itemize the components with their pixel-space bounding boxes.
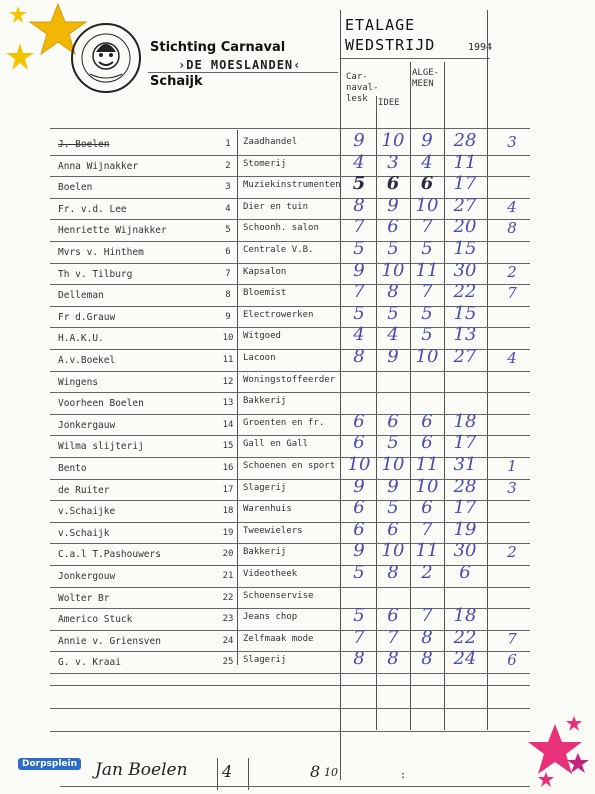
participant-name: v.Schaijke bbox=[58, 506, 116, 518]
divider bbox=[50, 685, 530, 686]
score-total: 18 bbox=[453, 605, 477, 627]
score-idee: 6 bbox=[387, 605, 399, 627]
table-row bbox=[0, 540, 595, 565]
page-title: ETALAGE bbox=[345, 16, 416, 34]
footer-name: Jan Boelen bbox=[95, 760, 188, 780]
participant-name: Boelen bbox=[58, 182, 93, 194]
year: 1994 bbox=[468, 42, 493, 53]
score-total: 17 bbox=[453, 173, 477, 195]
table-row bbox=[0, 587, 595, 609]
column-header-carnaval: Car- naval- lesk bbox=[346, 72, 379, 104]
score-total: 27 bbox=[453, 346, 477, 367]
score-total: 6 bbox=[459, 562, 471, 583]
score-idee: 10 bbox=[381, 130, 405, 151]
participant-name: Anna Wijnakker bbox=[58, 160, 139, 172]
rank: 3 bbox=[507, 133, 517, 151]
footer-score2: 10 bbox=[324, 766, 338, 779]
shop-category: Stomerij bbox=[243, 158, 287, 169]
rank: 7 bbox=[507, 629, 517, 648]
score-carnaval: 5 bbox=[353, 238, 365, 259]
row-number: 7 bbox=[225, 268, 231, 279]
shop-category: Warenhuis bbox=[243, 504, 292, 515]
score-carnaval: 8 bbox=[353, 648, 365, 670]
org-location: Schaijk bbox=[150, 74, 203, 89]
table-row bbox=[0, 497, 595, 522]
score-carnaval: 6 bbox=[353, 497, 365, 519]
score-total: 31 bbox=[453, 454, 477, 475]
score-carnaval: 9 bbox=[353, 130, 365, 151]
table-row bbox=[0, 432, 595, 457]
divider bbox=[148, 72, 338, 73]
row-number: 1 bbox=[225, 139, 231, 149]
row-number: 2 bbox=[225, 160, 231, 171]
score-idee: 8 bbox=[387, 281, 399, 303]
score-total: 17 bbox=[453, 497, 477, 519]
row-number: 24 bbox=[222, 635, 234, 646]
rank: 3 bbox=[507, 478, 517, 497]
shop-category: Jeans chop bbox=[243, 612, 298, 623]
score-total: 28 bbox=[453, 130, 477, 151]
table-row bbox=[0, 605, 595, 630]
shop-category: Groenten en fr. bbox=[243, 417, 325, 428]
table-row bbox=[0, 194, 595, 220]
row-number: 8 bbox=[225, 290, 231, 301]
row-number: 14 bbox=[222, 419, 234, 430]
row-number: 12 bbox=[222, 376, 234, 387]
table-row bbox=[0, 281, 595, 306]
score-idee: 8 bbox=[387, 648, 399, 670]
score-carnaval: 8 bbox=[353, 346, 365, 367]
score-algemeen: 7 bbox=[421, 281, 433, 303]
score-idee: 10 bbox=[381, 454, 405, 475]
row-number: 13 bbox=[222, 398, 234, 409]
score-carnaval: 5 bbox=[353, 605, 365, 627]
score-algemeen: 7 bbox=[421, 518, 433, 540]
row-number: 3 bbox=[225, 182, 231, 193]
score-carnaval: 8 bbox=[353, 194, 365, 216]
shop-category: Woningstoffeerder bbox=[243, 374, 336, 385]
rank: 2 bbox=[507, 543, 517, 562]
divider bbox=[50, 128, 530, 129]
participant-name: Mvrs v. Hinthem bbox=[58, 247, 144, 258]
participant-name: Jonkergouw bbox=[58, 571, 116, 582]
table-row bbox=[0, 626, 595, 652]
score-total: 24 bbox=[453, 648, 477, 670]
participant-name: Bento bbox=[58, 463, 87, 474]
score-algemeen: 7 bbox=[421, 216, 433, 238]
star-icon bbox=[566, 752, 590, 774]
rank: 8 bbox=[507, 219, 517, 238]
shop-category: Bakkerij bbox=[243, 396, 287, 407]
participant-name: Annie v. Griensven bbox=[58, 635, 161, 647]
score-idee: 5 bbox=[387, 302, 399, 324]
participant-name: v.Schaijk bbox=[58, 527, 110, 539]
participant-name: A.v.Boekel bbox=[58, 355, 116, 366]
column-header-idee: IDEE bbox=[378, 98, 400, 108]
table-row bbox=[0, 475, 595, 501]
shop-category: Centrale V.B. bbox=[243, 245, 314, 255]
row-number: 9 bbox=[225, 311, 231, 322]
score-idee: 8 bbox=[387, 562, 399, 583]
score-carnaval: 7 bbox=[353, 626, 365, 648]
participant-name: Wolter Br bbox=[58, 592, 110, 604]
table-row bbox=[0, 259, 595, 285]
star-icon bbox=[4, 42, 36, 72]
participant-name: de Ruiter bbox=[58, 484, 110, 496]
row-number: 10 bbox=[222, 333, 234, 344]
score-idee: 3 bbox=[387, 151, 399, 173]
score-idee: 9 bbox=[387, 194, 399, 216]
star-icon bbox=[566, 716, 582, 731]
score-total: 30 bbox=[453, 259, 477, 281]
table-row bbox=[0, 216, 595, 241]
watermark-logo: Dorpsplein bbox=[18, 758, 81, 770]
score-algemeen: 5 bbox=[421, 324, 433, 346]
table-row bbox=[0, 371, 595, 393]
score-idee: 5 bbox=[387, 432, 399, 454]
score-idee: 5 bbox=[387, 497, 399, 519]
score-carnaval: 6 bbox=[353, 518, 365, 540]
row-number: 19 bbox=[222, 527, 234, 538]
row-number: 4 bbox=[225, 203, 231, 214]
score-total: 19 bbox=[453, 518, 477, 540]
column-header-algemeen: ALGE- MEEN bbox=[412, 68, 440, 89]
row-number: 17 bbox=[222, 484, 234, 495]
shop-category: Schoenservise bbox=[243, 590, 314, 601]
score-carnaval: 5 bbox=[352, 173, 366, 195]
table-row bbox=[0, 562, 595, 587]
score-algemeen: 8 bbox=[421, 648, 433, 670]
shop-category: Tweewielers bbox=[243, 525, 303, 536]
score-algemeen: 2 bbox=[421, 562, 433, 583]
table-row bbox=[0, 130, 595, 155]
shop-category: Lacoon bbox=[243, 353, 276, 363]
score-total: 18 bbox=[453, 410, 477, 432]
participant-name: Americo Stuck bbox=[58, 614, 133, 626]
table-row bbox=[0, 151, 595, 177]
table-row bbox=[0, 518, 595, 544]
org-subname: ›DE MOESLANDEN‹ bbox=[178, 58, 302, 72]
score-idee: 5 bbox=[387, 238, 399, 259]
rank: 7 bbox=[507, 284, 517, 303]
shop-category: Schoenen en sport bbox=[243, 461, 336, 471]
row-divider bbox=[50, 673, 530, 674]
footer-dot: : bbox=[400, 770, 407, 781]
page-subtitle: WEDSTRIJD bbox=[345, 36, 436, 54]
shop-category: Zelfmaak mode bbox=[243, 633, 314, 644]
footer-num: 4 bbox=[222, 762, 233, 781]
score-algemeen: 5 bbox=[421, 238, 433, 259]
table-row bbox=[0, 302, 595, 328]
participant-name: Voorheen Boelen bbox=[58, 398, 144, 410]
score-algemeen: 11 bbox=[415, 259, 439, 281]
shop-category: Dier en tuin bbox=[243, 201, 309, 212]
participant-name: Henriette Wijnakker bbox=[58, 225, 167, 237]
score-total: 13 bbox=[453, 324, 477, 346]
score-idee: 7 bbox=[387, 626, 399, 648]
divider bbox=[50, 708, 530, 709]
shop-category: Electrowerken bbox=[243, 309, 314, 320]
score-algemeen: 6 bbox=[420, 173, 434, 195]
divider bbox=[60, 786, 530, 787]
score-carnaval: 9 bbox=[353, 475, 365, 497]
score-carnaval: 10 bbox=[347, 454, 371, 475]
row-number: 20 bbox=[222, 549, 234, 560]
row-number: 16 bbox=[222, 463, 234, 473]
score-total: 27 bbox=[453, 194, 477, 216]
row-number: 18 bbox=[222, 506, 234, 517]
footer-score: 8 bbox=[310, 762, 321, 781]
score-carnaval: 7 bbox=[353, 216, 365, 238]
row-number: 5 bbox=[225, 225, 231, 236]
table-row bbox=[0, 238, 595, 263]
score-carnaval: 9 bbox=[353, 259, 365, 281]
score-carnaval: 5 bbox=[353, 562, 365, 583]
shop-category: Slagerij bbox=[243, 655, 287, 666]
score-algemeen: 10 bbox=[415, 346, 439, 367]
shop-category: Kapsalon bbox=[243, 266, 287, 277]
score-idee: 6 bbox=[387, 410, 399, 432]
score-carnaval: 4 bbox=[353, 324, 365, 346]
table-row bbox=[0, 392, 595, 414]
table-row bbox=[0, 346, 595, 371]
score-algemeen: 6 bbox=[421, 410, 433, 432]
row-number: 22 bbox=[222, 592, 234, 603]
participant-name: H.A.K.U. bbox=[58, 333, 104, 345]
carnaval-logo bbox=[70, 22, 142, 94]
row-number: 25 bbox=[222, 657, 234, 668]
score-idee: 4 bbox=[387, 324, 399, 346]
shop-category: Gall en Gall bbox=[243, 439, 309, 450]
score-idee: 6 bbox=[387, 518, 399, 540]
score-total: 28 bbox=[453, 475, 477, 497]
score-total: 11 bbox=[453, 151, 477, 173]
shop-category: Bloemist bbox=[243, 288, 287, 299]
participant-name: Fr d.Grauw bbox=[58, 311, 116, 323]
participant-name: Wingens bbox=[58, 376, 99, 388]
star-icon bbox=[8, 6, 28, 24]
score-algemeen: 5 bbox=[421, 302, 433, 324]
score-total: 15 bbox=[453, 238, 477, 259]
score-algemeen: 10 bbox=[415, 475, 439, 497]
participant-name: Fr. v.d. Lee bbox=[58, 203, 127, 215]
score-idee: 6 bbox=[386, 173, 400, 195]
shop-category: Slagerij bbox=[243, 482, 287, 493]
row-number: 6 bbox=[225, 247, 231, 257]
score-carnaval: 5 bbox=[353, 302, 365, 324]
table-row bbox=[0, 173, 595, 198]
shop-category: Schoonh. salon bbox=[243, 223, 319, 234]
participant-name: Th v. Tilburg bbox=[58, 268, 133, 280]
score-algemeen: 10 bbox=[415, 194, 439, 216]
score-carnaval: 6 bbox=[353, 432, 365, 454]
row-number: 11 bbox=[222, 355, 234, 365]
score-total: 20 bbox=[453, 216, 477, 238]
score-carnaval: 4 bbox=[353, 151, 365, 173]
table-row bbox=[0, 454, 595, 479]
table-row bbox=[0, 324, 595, 349]
score-algemeen: 8 bbox=[421, 626, 433, 648]
row-number: 21 bbox=[222, 571, 234, 581]
org-name: Stichting Carnaval bbox=[150, 40, 286, 55]
rank: 4 bbox=[507, 197, 517, 216]
shop-category: Muziekinstrumenten bbox=[243, 180, 341, 191]
score-carnaval: 7 bbox=[353, 281, 365, 303]
score-algemeen: 6 bbox=[421, 497, 433, 519]
rank: 6 bbox=[507, 651, 517, 670]
table-row bbox=[0, 648, 595, 673]
shop-category: Witgoed bbox=[243, 331, 281, 342]
score-idee: 9 bbox=[387, 475, 399, 497]
score-algemeen: 6 bbox=[421, 432, 433, 454]
score-carnaval: 9 bbox=[353, 540, 365, 562]
score-idee: 6 bbox=[387, 216, 399, 238]
rank: 1 bbox=[507, 457, 517, 475]
score-idee: 10 bbox=[381, 540, 405, 562]
score-idee: 10 bbox=[381, 259, 405, 281]
participant-name: C.a.l T.Pashouwers bbox=[58, 549, 161, 561]
participant-name: G. v. Kraai bbox=[58, 657, 121, 669]
score-total: 17 bbox=[453, 432, 477, 454]
rank: 2 bbox=[507, 262, 517, 281]
participant-name: Jonkergauw bbox=[58, 419, 116, 431]
participant-name: J. Boelen bbox=[58, 139, 110, 150]
score-algemeen: 4 bbox=[421, 151, 433, 173]
score-algemeen: 9 bbox=[421, 130, 433, 151]
row-number: 15 bbox=[222, 441, 234, 452]
divider bbox=[50, 731, 530, 732]
score-carnaval: 6 bbox=[353, 410, 365, 432]
score-total: 22 bbox=[453, 626, 477, 648]
score-algemeen: 7 bbox=[421, 605, 433, 627]
shop-category: Videotheek bbox=[243, 569, 298, 579]
score-idee: 9 bbox=[387, 346, 399, 367]
divider bbox=[340, 58, 490, 59]
table-row bbox=[0, 410, 595, 436]
score-total: 22 bbox=[453, 281, 477, 303]
star-icon bbox=[538, 772, 554, 787]
participant-name: Wilma slijterij bbox=[58, 441, 144, 453]
score-algemeen: 11 bbox=[415, 540, 439, 562]
shop-category: Bakkerij bbox=[243, 547, 287, 558]
row-number: 23 bbox=[222, 614, 234, 625]
score-total: 30 bbox=[453, 540, 477, 562]
participant-name: Delleman bbox=[58, 290, 104, 302]
score-algemeen: 11 bbox=[415, 454, 439, 475]
rank: 4 bbox=[507, 349, 517, 367]
score-total: 15 bbox=[453, 302, 477, 324]
shop-category: Zaadhandel bbox=[243, 137, 298, 147]
